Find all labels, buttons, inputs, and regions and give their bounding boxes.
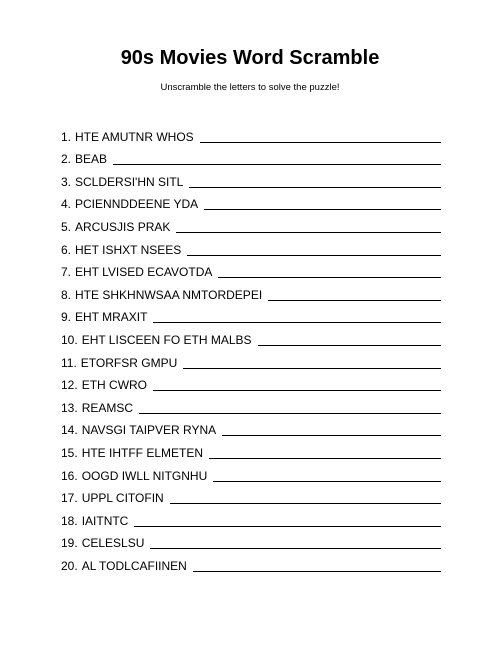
item-number: 17. — [61, 491, 78, 506]
answer-line[interactable] — [150, 536, 441, 549]
puzzle-item — [61, 144, 441, 167]
scrambled-word: OOGD IWLL NITGNHU — [81, 468, 208, 483]
scrambled-word: BEAB — [75, 152, 108, 167]
scrambled-word: AL TODLCAFIINEN — [81, 558, 187, 573]
answer-line[interactable] — [183, 356, 441, 369]
answer-line[interactable] — [170, 491, 441, 504]
puzzle-item — [61, 279, 441, 302]
item-number: 5. — [61, 219, 72, 234]
puzzle-item — [61, 121, 441, 144]
answer-line[interactable] — [222, 423, 441, 436]
answer-line[interactable] — [258, 333, 441, 346]
item-number: 18. — [61, 513, 78, 528]
puzzle-item — [61, 370, 441, 393]
scrambled-word: PCIENNDDEENE YDA — [75, 197, 199, 212]
puzzle-item — [61, 347, 441, 370]
scrambled-word: EHT LVISED ECAVOTDA — [75, 265, 213, 280]
scrambled-word: HET ISHXT NSEES — [75, 242, 182, 257]
puzzle-item — [61, 550, 441, 573]
answer-line[interactable] — [193, 559, 441, 572]
puzzle-item — [61, 505, 441, 528]
puzzle-item — [61, 528, 441, 551]
puzzle-item — [61, 211, 441, 234]
answer-line[interactable] — [213, 469, 441, 482]
item-number: 13. — [61, 400, 78, 415]
answer-line[interactable] — [218, 265, 441, 278]
page-title: 90s Movies Word Scramble — [120, 47, 380, 69]
answer-line[interactable] — [139, 401, 441, 414]
scrambled-word: HTE IHTFF ELMETEN — [81, 445, 204, 460]
item-number: 19. — [61, 536, 78, 551]
puzzle-item — [61, 166, 441, 189]
item-number: 7. — [61, 265, 72, 280]
item-number: 9. — [61, 310, 72, 325]
item-number: 15. — [61, 445, 78, 460]
answer-line[interactable] — [189, 175, 441, 188]
item-number: 8. — [61, 287, 72, 302]
puzzle-item — [61, 234, 441, 257]
item-number: 20. — [61, 558, 78, 573]
item-number: 14. — [61, 423, 78, 438]
scrambled-word: NAVSGI TAIPVER RYNA — [81, 423, 217, 438]
puzzle-item — [61, 189, 441, 212]
answer-line[interactable] — [200, 130, 441, 143]
scrambled-word: CELESLSU — [81, 536, 145, 551]
puzzle-item — [61, 415, 441, 438]
item-number: 4. — [61, 197, 72, 212]
puzzle-list — [61, 121, 441, 573]
item-number: 6. — [61, 242, 72, 257]
item-number: 12. — [61, 378, 78, 393]
scrambled-word: ETH CWRO — [81, 378, 148, 393]
puzzle-item — [61, 324, 441, 347]
scrambled-word: EHT MRAXIT — [75, 310, 148, 325]
puzzle-item — [61, 302, 441, 325]
puzzle-item — [61, 257, 441, 280]
puzzle-item — [61, 483, 441, 506]
answer-line[interactable] — [134, 514, 441, 527]
answer-line[interactable] — [176, 220, 441, 233]
answer-line[interactable] — [209, 446, 441, 459]
scrambled-word: REAMSC — [81, 400, 134, 415]
item-number: 3. — [61, 174, 72, 189]
scrambled-word: ETORFSR GMPU — [80, 355, 178, 370]
scrambled-word: ARCUSJIS PRAK — [75, 219, 171, 234]
item-number: 16. — [61, 468, 78, 483]
item-number: 10. — [61, 332, 78, 347]
instructions-text: Unscramble the letters to solve the puzzle! — [160, 82, 340, 93]
scrambled-word: UPPL CITOFIN — [81, 491, 164, 506]
answer-line[interactable] — [204, 197, 441, 210]
scrambled-word: SCLDERSI'HN SITL — [75, 174, 184, 189]
answer-line[interactable] — [153, 310, 441, 323]
answer-line[interactable] — [153, 378, 441, 391]
scrambled-word: EHT LISCEEN FO ETH MALBS — [81, 332, 252, 347]
scrambled-word: HTE AMUTNR WHOS — [75, 129, 194, 144]
answer-line[interactable] — [187, 243, 441, 256]
item-number: 1. — [61, 129, 72, 144]
item-number: 2. — [61, 152, 72, 167]
answer-line[interactable] — [268, 288, 441, 301]
puzzle-item — [61, 437, 441, 460]
puzzle-item — [61, 460, 441, 483]
scrambled-word: IAITNTC — [81, 513, 129, 528]
item-number: 11. — [61, 355, 77, 370]
scrambled-word: HTE SHKHNWSAA NMTORDEPEI — [75, 287, 263, 302]
answer-line[interactable] — [113, 152, 441, 165]
puzzle-item — [61, 392, 441, 415]
